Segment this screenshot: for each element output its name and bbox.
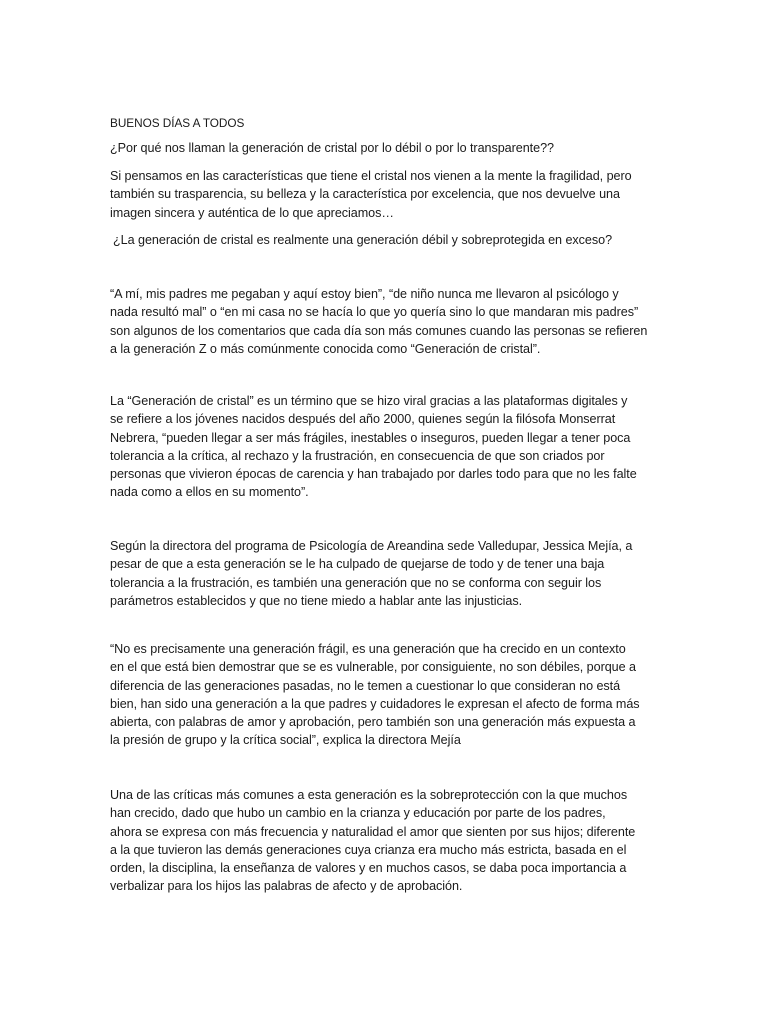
paragraph-overprotection: Una de las críticas más comunes a esta generación es la sobreprotección con la que muchos han crecido, dado que hubo un cambio en la crianza y educación por parte de los padres, ahora se expresa con más frecuencia y naturalidad el amor que sienten por sus hijos; diferente a la que tuvieron las demás generaciones cuya crianza era mucho más estricta, basada en el orden, la disciplina, la enseñanza de valores y en muchos casos, se daba poca importancia a verbalizar para los hijos las palabras de afecto y de aprobación. <box>110 788 636 894</box>
paragraph-director-opinion: Según la directora del programa de Psicología de Areandina sede Valledupar, Jessica Mejía, a pesar de que a esta generación se le ha culpado de quejarse de todo y de tener una baja tolerancia a la frustración, es también una generación que no se conforma con seguir los parámetros establecidos y que no tiene miedo a hablar ante las injusticias. <box>110 539 633 608</box>
paragraph-definition: La “Generación de cristal” es un término que se hizo viral gracias a las plataformas digitales y se refiere a los jóvenes nacidos después del año 2000, quienes según la filósofa Monserrat Nebrera, “pueden llegar a ser más frágiles, inestables o inseguros, pueden llegar a tener poca tolerancia a la crítica, al rechazo y la frustración, en consecuencia de que son criados por personas que vivieron épocas de carencia y han trabajado por darles todo para que no les falte nada como a ellos en su momento”. <box>110 394 637 500</box>
paragraph-question-title: ¿Por qué nos llaman la generación de cristal por lo débil o por lo transparente?? <box>110 141 554 155</box>
document-heading: BUENOS DÍAS A TODOS <box>110 116 245 130</box>
paragraph-question-weak: ¿La generación de cristal es realmente una generación débil y sobreprotegida en exceso? <box>113 233 613 247</box>
paragraph-common-comments: “A mí, mis padres me pegaban y aquí estoy bien”, “de niño nunca me llevaron al psicólogo y nada resultó mal” o “en mi casa no se hacía lo que yo quería sino lo que mandaran mis padres” son algunos de los comentarios que cada día son más comunes cuando las personas se refieren a la generación Z o más comúnmente conocida como “Generación de cristal”. <box>110 287 648 356</box>
paragraph-crystal-characteristics: Si pensamos en las características que tiene el cristal nos vienen a la mente la fragilidad, pero también su trasparencia, su belleza y la característica por excelencia, que nos devuelve una imagen sincera y auténtica de lo que apreciamos… <box>110 169 632 220</box>
paragraph-quote-mejia: “No es precisamente una generación frágil, es una generación que ha crecido en un contexto en el que está bien demostrar que se es vulnerable, por consiguiente, no son débiles, porque a diferencia de las generaciones pasadas, no le temen a cuestionar lo que consideran no está bien, han sido una generación a la que padres y cuidadores le expresan el afecto de forma más abierta, con palabras de amor y aprobación, pero también son una generación más expuesta a la presión de grupo y la crítica social”, explica la directora Mejía <box>110 642 640 748</box>
